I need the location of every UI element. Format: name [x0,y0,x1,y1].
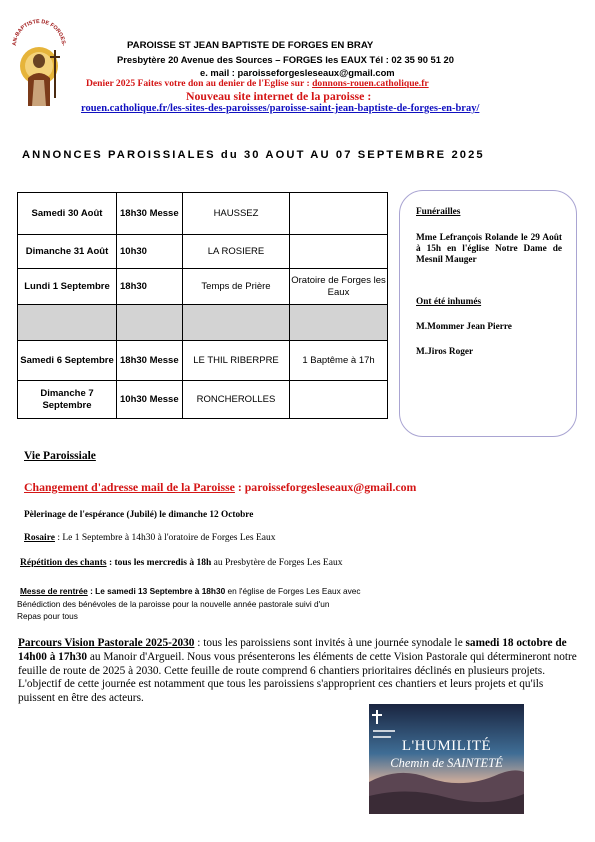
table-row [18,193,388,235]
parish-site-link[interactable]: rouen.catholique.fr/les-sites-des-paroisses/paroisse-saint-jean-baptiste-de-forges-en-bray/ [81,103,480,114]
day-cell: Dimanche 31 Août [18,235,117,269]
table-row-empty [18,305,388,341]
denier-text: Denier 2025 Faites votre don au denier de l'Eglise sur : [86,78,313,89]
inhume-name: M.Jiros Roger [416,347,474,357]
note-cell: Oratoire de Forges les Eaux [290,269,388,305]
time-cell: 18h30 [117,269,183,305]
funerailles-title: Funérailles [416,207,461,217]
parcours-bold: samedi 18 octobre de 14h00 à 17h30 [18,637,567,663]
messe-label: Messe de rentrée [20,586,88,596]
place-cell: RONCHEROLLES [183,381,290,419]
time-cell: 18h30 Messe [117,341,183,381]
time-cell [117,305,183,341]
place-cell [183,305,290,341]
repetition-rest: au Presbytère de Forges Les Eaux [211,558,343,568]
funerailles-box [399,190,577,437]
inhumes-title: Ont été inhumés [416,297,482,307]
pelerinage-line: Pèlerinage de l'espérance (Jubilé) le dimanche 12 Octobre [24,510,254,520]
image-subtitle: Chemin de SAINTETÉ [390,756,503,770]
time-cell: 10h30 [117,235,183,269]
inhume-name: M.Mommer Jean Pierre [416,322,512,332]
day-cell: Dimanche 7 Septembre [18,381,117,419]
mail-change-label: Changement d'adresse mail de la Paroisse [24,480,235,494]
rosaire-line [24,533,275,543]
note-cell [290,193,388,235]
parcours-text2: au Manoir d'Argueil. Nous vous présenterons les éléments de cette Vision Pastorale qui détermineront notre feuille de route de 2025 à 2030. Cette feuille de route comprend 6 chantiers prioritaires déclinés en plusieurs projets. L'objectif de cette journée est notamment que tous les paroissiens s'approprient ces chantiers et leurs projets et qu'ils puissent en être des acteurs. [18,650,577,705]
humilite-image [369,704,524,814]
schedule-table [17,192,388,419]
vie-paroissiale-title: Vie Paroissiale [24,450,96,462]
place-cell: Temps de Prière [183,269,290,305]
messe-bold: : Le samedi 13 Septembre à 18h30 [87,586,226,596]
messe-rentree-block [17,585,361,623]
parcours-title: Parcours Vision Pastorale 2025-2030 [18,637,195,649]
note-cell [290,381,388,419]
note-cell [290,305,388,341]
page-title: ANNONCES PAROISSIALES du 30 AOUT AU 07 SEPTEMBRE 2025 [22,149,485,161]
repetition-bold: : tous les mercredis à 18h [106,558,212,568]
repetition-label: Répétition des chants [20,558,107,568]
time-cell: 10h30 Messe [117,381,183,419]
day-cell: Samedi 30 Août [18,193,117,235]
parish-email: e. mail : paroisseforgesleseaux@gmail.com [200,67,395,78]
denier-link[interactable]: donnons-rouen.catholique.fr [312,78,429,89]
table-row [18,269,388,305]
day-cell: Lundi 1 Septembre [18,269,117,305]
table-row [18,235,388,269]
rosaire-text: : Le 1 Septembre à 14h30 à l'oratoire de Forges Les Eaux [54,533,276,543]
repetition-line [20,558,342,568]
place-cell: LA ROSIERE [183,235,290,269]
parish-logo [10,16,68,106]
funerailles-text: Mme Lefrançois Rolande le 29 Août à 15h en l'église Notre Dame de Mesnil Mauger [416,233,562,265]
table-row [18,381,388,419]
image-title: L'HUMILITÉ [401,738,492,754]
messe-line3: Repas pour tous [17,611,78,622]
parcours-paragraph [18,637,578,706]
day-cell [18,305,117,341]
time-cell: 18h30 Messe [117,193,183,235]
messe-line1 [20,585,361,598]
parish-address: Presbytère 20 Avenue des Sources – FORGES les EAUX Tél : 02 35 90 51 20 [117,54,454,65]
day-cell: Samedi 6 Septembre [18,341,117,381]
parcours-text1: : tous les paroissiens sont invités à une journée synodale le [194,637,466,649]
messe-rest: en l'église de Forges Les Eaux avec [225,586,361,596]
note-cell [290,235,388,269]
mail-change-value: : paroisseforgesleseaux@gmail.com [234,480,417,494]
messe-line2: Bénédiction des bénévoles de la paroisse pour la nouvelle année pastorale suivi d'un [17,598,330,609]
note-cell: 1 Baptême à 17h [290,341,388,381]
table-row [18,341,388,381]
parish-name: PAROISSE ST JEAN BAPTISTE DE FORGES EN BRAY [127,40,374,51]
place-cell: LE THIL RIBERPRE [183,341,290,381]
place-cell: HAUSSEZ [183,193,290,235]
new-site-label: Nouveau site internet de la paroisse : [186,89,372,103]
mail-change-line [24,480,416,495]
rosaire-label: Rosaire [24,533,55,543]
svg-text:SAINT-JEAN-BAPTISTE DE FORGES- [10,16,66,46]
logo-text: AN-BAPTISTE DE FORGES- [11,18,67,47]
denier-line [86,78,429,89]
